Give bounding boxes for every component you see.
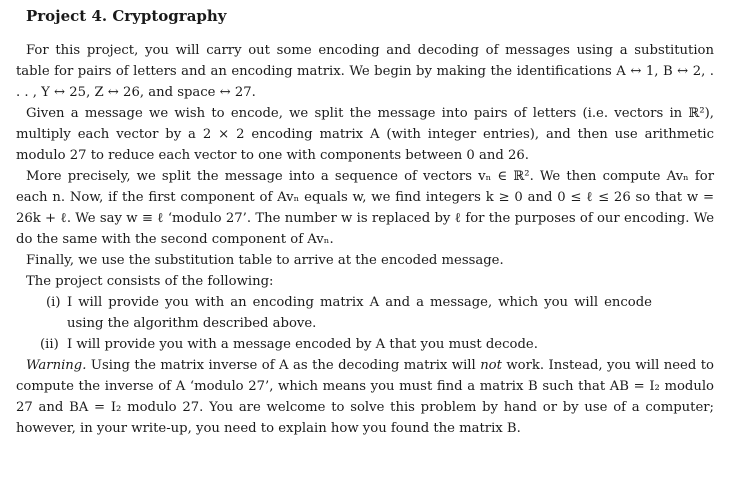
list-item [16, 292, 652, 334]
task-list [16, 292, 714, 355]
warning-emphasis: not [480, 358, 502, 373]
list-marker: (ii) [40, 337, 59, 352]
paragraph-warning [16, 355, 714, 439]
list-item [16, 334, 652, 355]
list-item-text: I will provide you with an encoding matrix A and a message, which you will encode using the algorithm described above. [67, 295, 652, 331]
paragraph-intro: For this project, you will carry out some encoding and decoding of messages using a substitution table for pairs of letters and an encoding matrix. We begin by making the identifications A ↔ 1, B ↔ 2, . . . , Y ↔ 25, Z ↔ 26, and space ↔ 27. [16, 43, 714, 100]
document-title: Project 4. Cryptography [26, 7, 227, 25]
warning-label: Warning. [26, 358, 87, 373]
document-body [16, 40, 714, 439]
warning-text-1: Using the matrix inverse of A as the decoding matrix will [86, 358, 481, 373]
warning-text-2: work. Instead, you will need to compute the inverse of A ‘modulo 27’, which means you must find a matrix B such that AB = I₂ modulo 27 and BA = I₂ modulo 27. You are welcome to solve this problem by hand or by use of a computer; however, in your write-up, you need to explain how you found the matrix B. [16, 358, 714, 436]
paragraph-substitution: Finally, we use the substitution table to arrive at the encoded message. [26, 253, 504, 268]
paragraph-encoding-method: Given a message we wish to encode, we split the message into pairs of letters (i.e. vectors in ℝ²), multiply each vector by a 2 × 2 encoding matrix A (with integer entries), and then use arithmetic modulo 27 to reduce each vector to one with components between 0 and 26. [16, 106, 714, 163]
list-marker: (i) [46, 295, 61, 310]
paragraph-project-contents: The project consists of the following: [26, 274, 274, 289]
list-item-text: I will provide you with a message encoded by A that you must decode. [67, 337, 538, 352]
paragraph-details: More precisely, we split the message into a sequence of vectors vₙ ∈ ℝ². We then compute Avₙ for each n. Now, if the first component of Avₙ equals w, we find integers k ≥ 0 and 0 ≤ ℓ ≤ 26 so that w = 26k + ℓ. We say w ≡ ℓ ‘modulo 27’. The number w is replaced by ℓ for the purposes of our encoding. We do the same with the second component of Avₙ. [16, 169, 714, 247]
